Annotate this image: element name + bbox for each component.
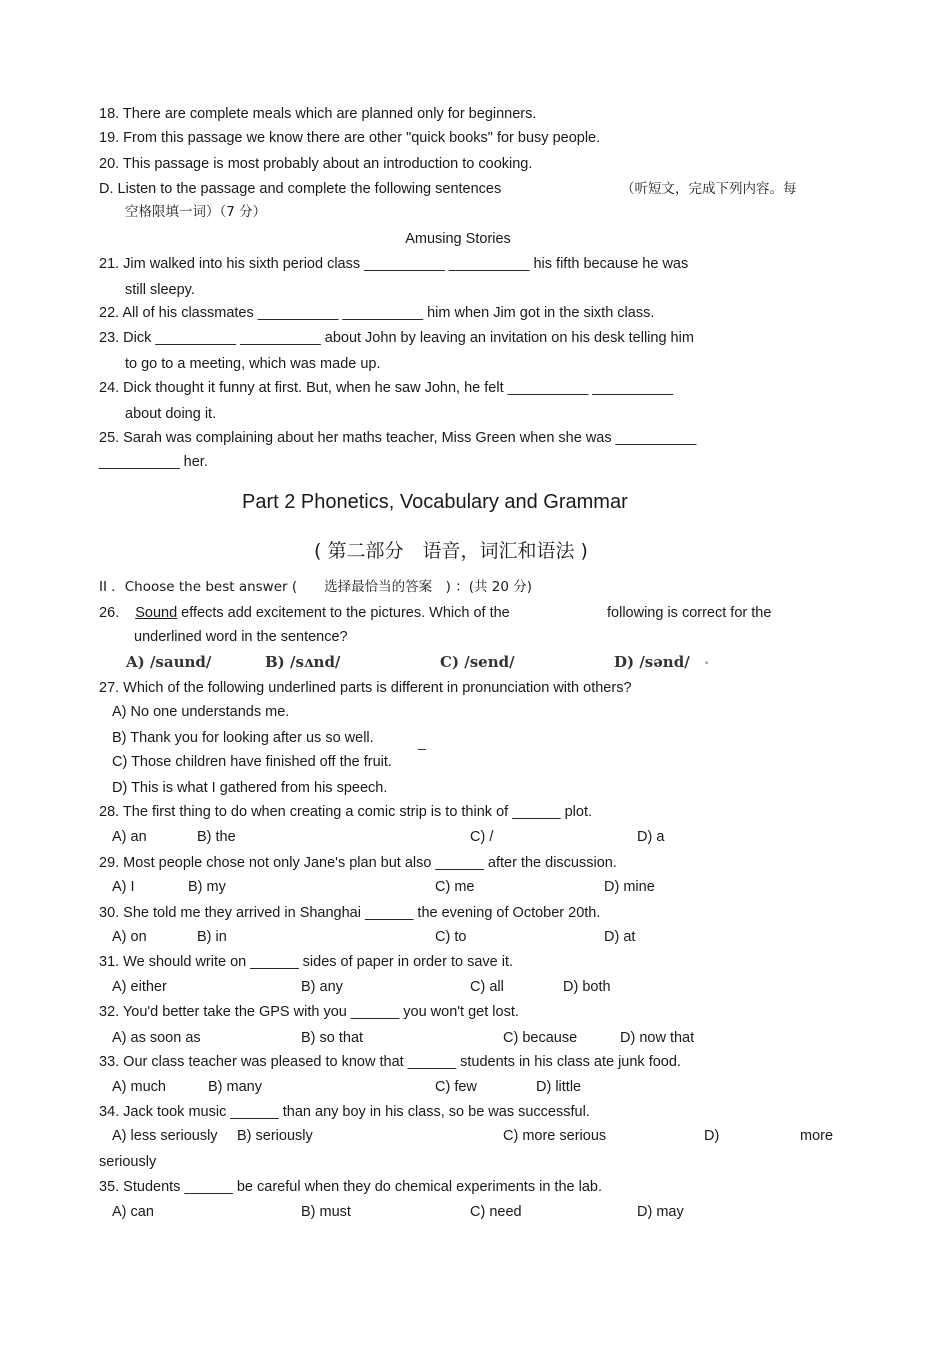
q35-option-d: D) may — [637, 1204, 684, 1220]
section-d-instruction: D. Listen to the passage and complete the following sentences — [99, 181, 502, 197]
question-23-cont: to go to a meeting, which was made up. — [125, 356, 381, 372]
question-27: 27. Which of the following underlined parts is different in pronunciation with others? — [99, 680, 632, 696]
question-26-number: 26. — [99, 605, 120, 621]
question-26 — [99, 604, 510, 622]
q31-option-d: D) both — [563, 979, 611, 995]
question-35: 35. Students ______ be careful when they do chemical experiments in the lab. — [99, 1179, 602, 1195]
q26-option-a: A) /saund/ — [126, 653, 212, 671]
q32-option-a: A) as soon as — [112, 1030, 201, 1046]
question-21-cont: still sleepy. — [125, 282, 195, 298]
question-21: 21. Jim walked into his sixth period class __________ __________ his fifth because he was — [99, 256, 689, 272]
q26-option-b: B) /sʌnd/ — [265, 653, 341, 671]
q30-option-d: D) at — [604, 929, 636, 945]
q28-option-a: A) an — [112, 829, 147, 845]
q30-option-a: A) on — [112, 929, 147, 945]
q27-option-b: B) Thank you for looking after us so well. — [112, 730, 374, 746]
question-31: 31. We should write on ______ sides of paper in order to save it. — [99, 954, 514, 970]
stray-underscore: _ — [418, 734, 426, 750]
question-26-text: effects add excitement to the pictures. Which of the — [177, 605, 510, 621]
q35-option-c: C) need — [470, 1204, 522, 1220]
section-2-instruction: II ．Choose the best answer ( 选择最恰当的答案 ) ：(共 20 分) — [99, 579, 532, 595]
q33-option-c: C) few — [435, 1079, 477, 1095]
question-24: 24. Dick thought it funny at first. But, when he saw John, he felt __________ __________ — [99, 380, 673, 396]
question-25: 25. Sarah was complaining about her maths teacher, Miss Green when she was __________ — [99, 430, 697, 446]
section-d-instruction-cn-cont: 空格限填一词）（7 分） — [125, 204, 267, 220]
q34-option-b: B) seriously — [237, 1128, 313, 1144]
q27-option-c: C) Those children have finished off the fruit. — [112, 754, 392, 770]
q27-option-a: A) No one understands me. — [112, 704, 290, 720]
q27-option-d: D) This is what I gathered from his speech. — [112, 780, 388, 796]
q29-option-b: B) my — [188, 879, 226, 895]
story-title: Amusing Stories — [405, 231, 511, 247]
q30-option-b: B) in — [197, 929, 227, 945]
question-25-cont: __________ her. — [99, 454, 208, 470]
part-2-title: Part 2 Phonetics, Vocabulary and Grammar — [242, 491, 628, 513]
q35-option-a: A) can — [112, 1204, 154, 1220]
q31-option-c: C) all — [470, 979, 504, 995]
part-2-subtitle: ( 第二部分 语音，词汇和语法 ) — [314, 540, 588, 562]
q29-option-d: D) mine — [604, 879, 655, 895]
q32-option-c: C) because — [503, 1030, 578, 1046]
q35-option-b: B) must — [301, 1204, 351, 1220]
q34-option-d-text: more — [800, 1128, 834, 1144]
question-20: 20. This passage is most probably about an introduction to cooking. — [99, 156, 533, 172]
q32-option-b: B) so that — [301, 1030, 364, 1046]
question-26-text-right: following is correct for the — [607, 605, 772, 621]
question-33: 33. Our class teacher was pleased to know that ______ students in his class ate junk food. — [99, 1054, 681, 1070]
q33-option-b: B) many — [208, 1079, 262, 1095]
question-23: 23. Dick __________ __________ about John by leaving an invitation on his desk telling him — [99, 330, 694, 346]
q34-option-c: C) more serious — [503, 1128, 607, 1144]
q31-option-b: B) any — [301, 979, 343, 995]
question-26-underlined-word: Sound — [135, 605, 178, 621]
question-32: 32. You'd better take the GPS with you ______ you won't get lost. — [99, 1004, 519, 1020]
q28-option-d: D) a — [637, 829, 665, 845]
q26-option-c: C) /send/ — [440, 653, 515, 671]
q29-option-a: A) I — [112, 879, 135, 895]
q30-option-c: C) to — [435, 929, 467, 945]
q34-option-d: D) — [704, 1128, 720, 1144]
stray-dot: • — [705, 658, 709, 668]
question-19: 19. From this passage we know there are other "quick books" for busy people. — [99, 130, 601, 146]
q33-option-a: A) much — [112, 1079, 166, 1095]
question-22: 22. All of his classmates __________ __________ him when Jim got in the sixth class. — [99, 305, 655, 321]
question-26-cont: underlined word in the sentence? — [134, 629, 348, 645]
section-d-instruction-cn: （听短文，完成下列内容。每 — [621, 181, 797, 197]
question-29: 29. Most people chose not only Jane's plan but also ______ after the discussion. — [99, 855, 617, 871]
question-34: 34. Jack took music ______ than any boy in his class, so be was successful. — [99, 1104, 590, 1120]
question-18: 18. There are complete meals which are planned only for beginners. — [99, 106, 537, 122]
question-30: 30. She told me they arrived in Shanghai ______ the evening of October 20th. — [99, 905, 601, 921]
q29-option-c: C) me — [435, 879, 475, 895]
q33-option-d: D) little — [536, 1079, 582, 1095]
q28-option-c: C) / — [470, 829, 494, 845]
question-28: 28. The first thing to do when creating a comic strip is to think of ______ plot. — [99, 804, 593, 820]
q26-option-d: D) /sənd/ — [614, 653, 690, 671]
question-24-cont: about doing it. — [125, 406, 217, 422]
q28-option-b: B) the — [197, 829, 236, 845]
q31-option-a: A) either — [112, 979, 167, 995]
q34-option-d-wrap: seriously — [99, 1154, 157, 1170]
q32-option-d: D) now that — [620, 1030, 695, 1046]
q34-option-a: A) less seriously — [112, 1128, 218, 1144]
